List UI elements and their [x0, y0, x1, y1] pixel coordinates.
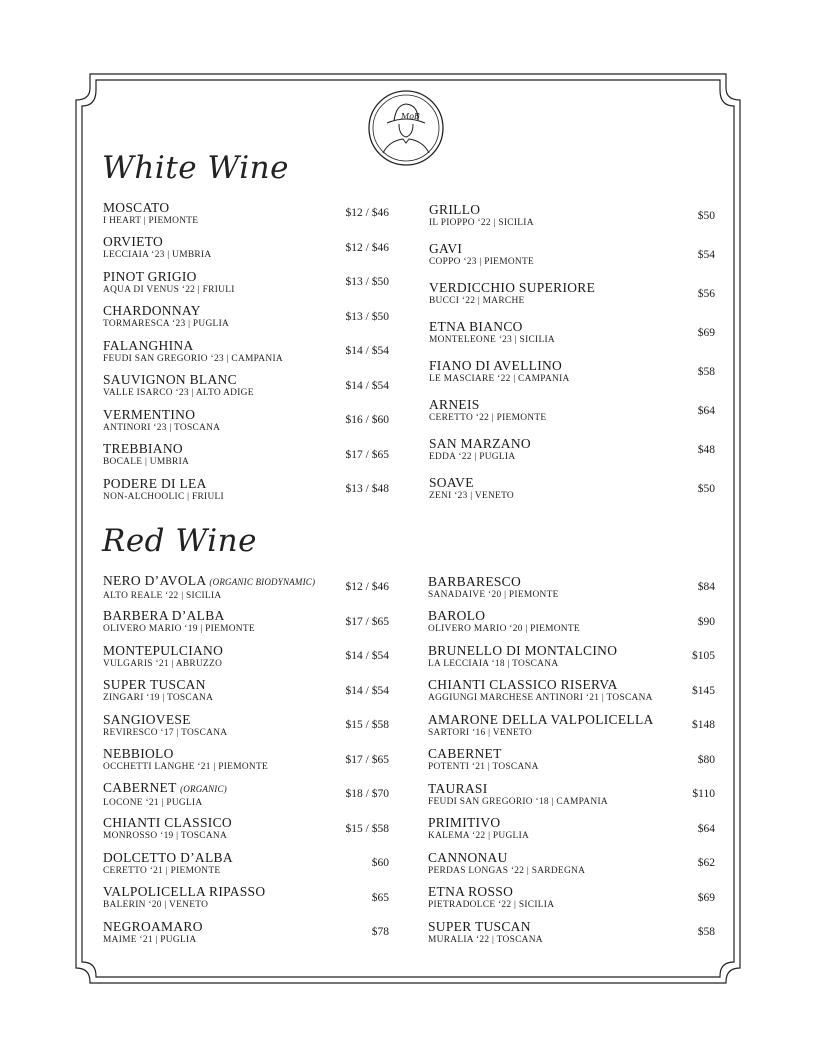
wine-info	[428, 574, 559, 601]
wine-info	[103, 372, 254, 399]
wine-item	[428, 570, 715, 605]
wine-name: VERDICCHIO SUPERIORE	[429, 280, 596, 295]
wine-name: VALPOLICELLA RIPASSO	[103, 884, 266, 900]
wine-item	[103, 438, 389, 473]
wine-info	[103, 573, 315, 602]
wine-item	[103, 812, 389, 847]
wine-name: ORVIETO	[103, 234, 164, 250]
wine-price: $13 / $50	[345, 276, 389, 289]
wine-price: $12 / $46	[345, 207, 389, 220]
wine-name: CHIANTI CLASSICO	[103, 815, 232, 831]
wine-info	[428, 884, 554, 911]
wine-price: $17 / $65	[345, 448, 389, 461]
wine-price: $62	[697, 857, 715, 870]
wine-detail: REVIRESCO ‘17 | TOSCANA	[103, 727, 228, 738]
wine-name-line	[103, 884, 265, 899]
wine-info	[428, 643, 617, 670]
white-wine-heading: White Wine	[102, 150, 289, 186]
wine-info	[103, 338, 283, 365]
wine-name: SUPER TUSCAN	[428, 918, 531, 934]
wine-name: BARBARESCO	[428, 573, 522, 589]
wine-info	[103, 200, 198, 227]
wine-name: CHARDONNAY	[103, 303, 201, 319]
wine-detail: PIETRADOLCE ‘22 | SICILIA	[428, 900, 555, 911]
wine-name: SAN MARZANO	[429, 436, 531, 451]
wine-item	[428, 915, 715, 950]
wine-name: NERO D’AVOLA	[103, 572, 206, 588]
wine-info	[428, 608, 580, 635]
wine-price: $69	[697, 326, 715, 339]
wine-detail: MURALIA ‘22 | TOSCANA	[428, 934, 543, 945]
wine-detail: ZINGARI ‘19 | TOSCANA	[103, 693, 214, 704]
wine-detail: OCCHETTI LANGHE ‘21 | PIEMONTE	[103, 762, 269, 773]
wine-name: CABERNET	[103, 779, 177, 795]
wine-item	[428, 881, 715, 916]
wine-item	[429, 235, 715, 274]
wine-name-line	[428, 781, 608, 796]
wine-name-line	[103, 919, 203, 934]
wine-price: $145	[692, 684, 715, 697]
wine-item	[103, 639, 389, 674]
wine-name-line	[428, 815, 529, 830]
wine-name-line	[428, 574, 559, 589]
wine-name-line	[103, 200, 198, 215]
wine-name-line	[429, 436, 531, 451]
wine-name: MONTEPULCIANO	[103, 642, 224, 658]
wine-name: SAUVIGNON BLANC	[103, 372, 237, 388]
wine-name-line	[103, 746, 268, 761]
wine-name-line	[103, 608, 255, 623]
wine-info	[429, 397, 546, 424]
wine-info	[428, 712, 654, 739]
wine-name-line	[103, 780, 227, 797]
wine-detail: ANTINORI ‘23 | TOSCANA	[103, 422, 221, 433]
red-wine-right-column	[428, 570, 715, 950]
wine-name: AMARONE DELLA VALPOLICELLA	[428, 711, 654, 727]
wine-name-line	[103, 407, 220, 422]
wine-name: TREBBIANO	[103, 441, 183, 457]
red-wine-left-column	[103, 570, 389, 950]
wine-info	[103, 643, 223, 670]
wine-item	[103, 881, 389, 916]
wine-detail: CERETTO ‘21 | PIEMONTE	[103, 865, 221, 876]
wine-info	[429, 202, 534, 229]
wine-detail: VULGARIS ‘21 | ABRUZZO	[103, 658, 223, 669]
wine-name: DOLCETTO D’ALBA	[103, 849, 233, 865]
white-wine-right-column	[429, 196, 715, 508]
wine-name-line	[103, 815, 232, 830]
wine-info	[103, 884, 265, 911]
wine-name-line	[103, 303, 229, 318]
wine-name: BRUNELLO DI MONTALCINO	[428, 642, 618, 658]
wine-name-line	[103, 643, 223, 658]
wine-price: $14 / $54	[345, 345, 389, 358]
wine-price: $56	[697, 287, 715, 300]
wine-info	[103, 746, 268, 773]
wine-name-line	[429, 319, 555, 334]
wine-name: ETNA ROSSO	[428, 884, 514, 900]
wine-item	[103, 846, 389, 881]
wine-item	[103, 674, 389, 709]
wine-name: GRILLO	[429, 202, 481, 217]
wine-detail: VALLE ISARCO ‘23 | ALTO ADIGE	[103, 388, 254, 399]
wine-item	[428, 846, 715, 881]
wine-detail: MONROSSO ‘19 | TOSCANA	[103, 831, 228, 842]
wine-note: (ORGANIC BIODYNAMIC)	[209, 576, 316, 587]
wine-name-line	[103, 372, 254, 387]
wine-info	[103, 269, 235, 296]
wine-name: CANNONAU	[428, 849, 508, 865]
wine-info	[103, 712, 227, 739]
wine-price: $48	[697, 443, 715, 456]
wine-item	[429, 352, 715, 391]
wine-price: $78	[371, 926, 389, 939]
wine-info	[428, 746, 539, 773]
wine-name-line	[103, 234, 211, 249]
logo-emblem	[365, 87, 447, 183]
wine-info	[428, 850, 585, 877]
wine-detail: FEUDI SAN GREGORIO ‘23 | CAMPANIA	[103, 353, 283, 364]
wine-name-line	[103, 712, 227, 727]
white-wine-left-column	[103, 196, 389, 507]
wine-price: $60	[371, 857, 389, 870]
wine-detail: LOCONE ‘21 | PUGLIA	[103, 797, 203, 808]
wine-name: BARBERA D’ALBA	[103, 608, 225, 624]
wine-info	[103, 608, 255, 635]
wine-name-line	[428, 712, 654, 727]
wine-price: $18 / $70	[345, 788, 389, 801]
wine-name-line	[103, 850, 233, 865]
wine-item	[429, 469, 715, 508]
wine-detail: KALEMA ‘22 | PUGLIA	[428, 831, 530, 842]
wine-name-line	[428, 746, 539, 761]
wine-info	[429, 436, 531, 463]
wine-item	[103, 570, 389, 605]
wine-name: SANGIOVESE	[103, 711, 191, 727]
wine-price: $14 / $54	[345, 684, 389, 697]
wine-name: ETNA BIANCO	[429, 319, 523, 334]
wine-item	[428, 708, 715, 743]
wine-info	[103, 919, 203, 946]
wine-note: (ORGANIC)	[180, 783, 227, 794]
wine-info	[103, 303, 229, 330]
wine-name-line	[103, 573, 315, 590]
wine-price: $15 / $58	[345, 822, 389, 835]
wine-name-line	[103, 476, 224, 491]
wine-price: $148	[692, 719, 715, 732]
wine-item	[103, 334, 389, 369]
wine-item	[429, 430, 715, 469]
wine-item	[428, 812, 715, 847]
wine-item	[103, 265, 389, 300]
wine-detail: NON-ALCHOOLIC | FRIULI	[103, 491, 224, 502]
wine-name: VERMENTINO	[103, 406, 196, 422]
wine-name: CABERNET	[428, 746, 502, 762]
wine-item	[103, 708, 389, 743]
wine-price: $80	[697, 753, 715, 766]
wine-info	[429, 475, 514, 502]
wine-name-line	[429, 280, 595, 295]
wine-detail: LA LECCIAIA ‘18 | TOSCANA	[428, 658, 559, 669]
wine-detail: TORMARESCA ‘23 | PUGLIA	[103, 319, 230, 330]
wine-detail: COPPO ‘23 | PIEMONTE	[429, 257, 535, 267]
wine-detail: LE MASCIARE ‘22 | CAMPANIA	[429, 374, 570, 384]
wine-item	[428, 777, 715, 812]
wine-detail: AQUA DI VENUS ‘22 | FRIULI	[103, 284, 235, 295]
wine-item	[428, 605, 715, 640]
wine-name-line	[103, 338, 283, 353]
wine-name: SUPER TUSCAN	[103, 677, 206, 693]
wine-info	[103, 815, 232, 842]
wine-detail: ALTO REALE ‘22 | SICILIA	[103, 590, 222, 601]
wine-detail: POTENTI ‘21 | TOSCANA	[428, 762, 539, 773]
wine-name: FALANGHINA	[103, 337, 194, 353]
wine-name-line	[429, 241, 534, 256]
wine-name-line	[429, 397, 546, 412]
wine-price: $105	[692, 650, 715, 663]
wine-name-line	[428, 884, 554, 899]
red-wine-heading: Red Wine	[102, 523, 257, 559]
wine-name: NEGROAMARO	[103, 918, 203, 934]
wine-name: GAVI	[429, 241, 463, 256]
wine-price: $64	[697, 404, 715, 417]
wine-item	[103, 403, 389, 438]
wine-item	[103, 777, 389, 812]
wine-detail: MAIME ‘21 | PUGLIA	[103, 934, 197, 945]
wine-detail: OLIVERO MARIO ‘20 | PIEMONTE	[428, 624, 580, 635]
wine-name: CHIANTI CLASSICO RISERVA	[428, 677, 618, 693]
wine-item	[428, 743, 715, 778]
wine-name-line	[428, 850, 585, 865]
wine-item	[103, 605, 389, 640]
wine-name-line	[103, 441, 189, 456]
wine-name-line	[428, 919, 543, 934]
wine-name-line	[428, 643, 617, 658]
wine-item	[429, 391, 715, 430]
wine-name: TAURASI	[428, 780, 488, 796]
wine-item	[103, 196, 389, 231]
wine-info	[428, 677, 653, 704]
wine-name: PODERE DI LEA	[103, 475, 207, 491]
wine-price: $13 / $48	[345, 483, 389, 496]
wine-price: $84	[697, 581, 715, 594]
wine-name: MOSCATO	[103, 199, 170, 215]
wine-price: $16 / $60	[345, 414, 389, 427]
wine-name-line	[429, 358, 570, 373]
wine-item	[103, 300, 389, 335]
wine-price: $14 / $54	[345, 379, 389, 392]
wine-detail: SARTORI ‘16 | VENETO	[428, 727, 532, 738]
wine-name: PRIMITIVO	[428, 815, 501, 831]
wine-item	[429, 274, 715, 313]
wine-detail: BALERIN ‘20 | VENETO	[103, 900, 209, 911]
wine-item	[428, 674, 715, 709]
wine-name: FIANO DI AVELLINO	[429, 358, 563, 373]
wine-detail: OLIVERO MARIO ‘19 | PIEMONTE	[103, 624, 255, 635]
wine-item	[103, 231, 389, 266]
wine-price: $12 / $46	[345, 241, 389, 254]
wine-info	[429, 280, 595, 307]
wine-name: ARNEIS	[429, 397, 480, 412]
wine-item	[103, 472, 389, 507]
wine-info	[428, 781, 608, 808]
wine-item	[103, 915, 389, 950]
wine-item	[103, 369, 389, 404]
wine-price: $12 / $46	[345, 581, 389, 594]
wine-info	[429, 319, 555, 346]
wine-detail: LECCIAIA ‘23 | UMBRIA	[103, 250, 212, 261]
wine-price: $15 / $58	[345, 719, 389, 732]
wine-detail: MONTELEONE ‘23 | SICILIA	[429, 335, 555, 345]
wine-info	[428, 919, 543, 946]
wine-price: $54	[697, 248, 715, 261]
wine-name-line	[429, 202, 534, 217]
wine-info	[429, 241, 534, 268]
wine-info	[103, 476, 224, 503]
wine-name-line	[103, 269, 235, 284]
wine-info	[103, 407, 220, 434]
wine-name-line	[429, 475, 514, 490]
wine-name-line	[428, 677, 653, 692]
wine-price: $64	[697, 822, 715, 835]
wine-item	[428, 639, 715, 674]
wine-detail: FEUDI SAN GREGORIO ‘18 | CAMPANIA	[428, 796, 608, 807]
wine-name-line	[428, 608, 580, 623]
wine-info	[103, 234, 211, 261]
wine-detail: AGGIUNGI MARCHESE ANTINORI ‘21 | TOSCANA	[428, 693, 653, 704]
wine-name-line	[103, 677, 213, 692]
wine-price: $58	[697, 365, 715, 378]
wine-price: $13 / $50	[345, 310, 389, 323]
wine-name: NEBBIOLO	[103, 746, 174, 762]
wine-price: $17 / $65	[345, 753, 389, 766]
wine-price: $17 / $65	[345, 615, 389, 628]
wine-detail: I HEART | PIEMONTE	[103, 215, 199, 226]
wine-info	[103, 850, 233, 877]
wine-name: PINOT GRIGIO	[103, 268, 197, 284]
wine-detail: PERDAS LONGAS ‘22 | SARDEGNA	[428, 865, 586, 876]
wine-info	[429, 358, 570, 385]
logo-monogram: MoB	[401, 112, 420, 121]
wine-info	[103, 441, 189, 468]
wine-detail: IL PIOPPO ‘22 | SICILIA	[429, 218, 534, 228]
wine-info	[103, 780, 227, 809]
wine-detail: SANADAIVE ‘20 | PIEMONTE	[428, 589, 559, 600]
wine-info	[428, 815, 529, 842]
wine-price: $90	[697, 615, 715, 628]
wine-info	[103, 677, 213, 704]
wine-name: SOAVE	[429, 475, 474, 490]
wine-detail: CERETTO ‘22 | PIEMONTE	[429, 413, 547, 423]
wine-detail: BOCALE | UMBRIA	[103, 457, 190, 468]
wine-price: $50	[697, 209, 715, 222]
wine-price: $14 / $54	[345, 650, 389, 663]
wine-item	[429, 313, 715, 352]
wine-item	[103, 743, 389, 778]
wine-item	[429, 196, 715, 235]
wine-detail: BUCCI ‘22 | MARCHE	[429, 296, 525, 306]
wine-price: $58	[697, 926, 715, 939]
wine-detail: ZENI ‘23 | VENETO	[429, 491, 515, 501]
wine-price: $50	[697, 482, 715, 495]
wine-price: $110	[692, 788, 715, 801]
wine-name: BAROLO	[428, 608, 486, 624]
wine-price: $69	[697, 891, 715, 904]
wine-detail: EDDA ‘22 | PUGLIA	[429, 452, 516, 462]
wine-price: $65	[371, 891, 389, 904]
